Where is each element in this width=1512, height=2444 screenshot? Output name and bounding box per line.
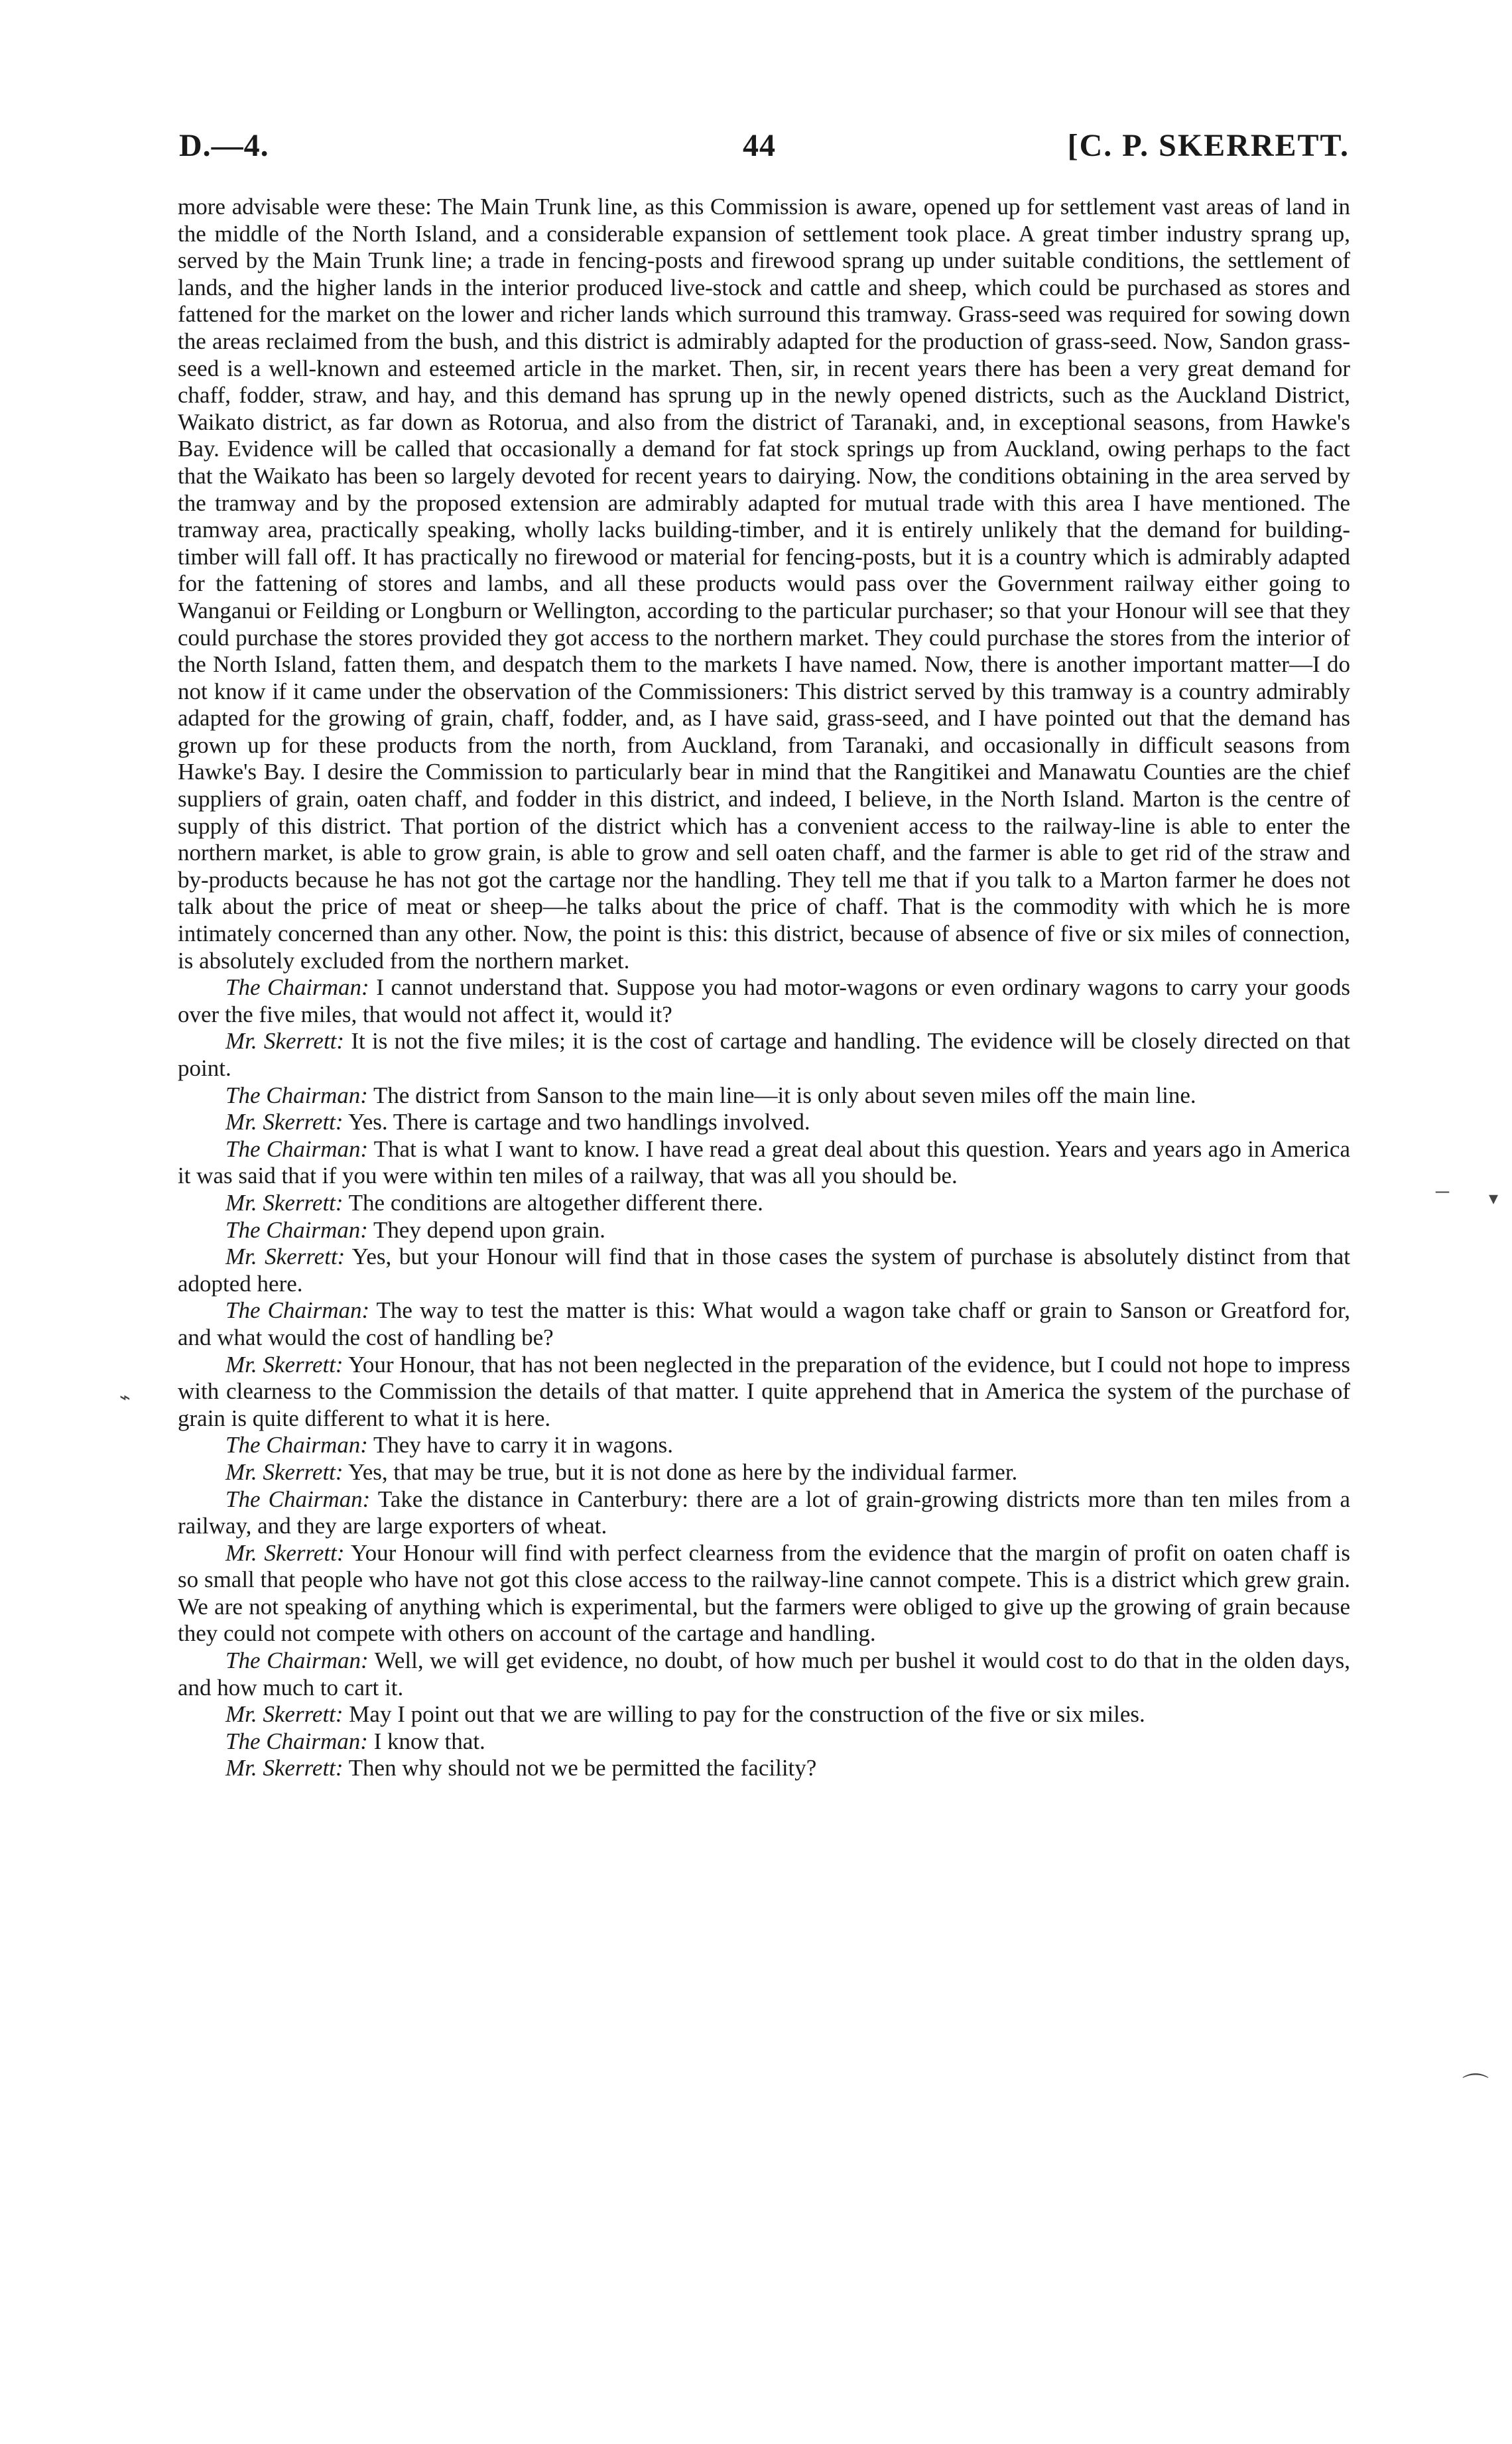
speaker-name: Mr. Skerrett: — [225, 1458, 344, 1485]
speaker-name: The Chairman: — [225, 1486, 371, 1512]
speaker-name: Mr. Skerrett: — [225, 1701, 344, 1728]
page-number: 44 — [743, 128, 776, 163]
speech-text: Your Honour will find with perfect clearness from the evidence that the margin of profit on oaten chaff is so small that people who have not got this close access to the railway-line cannot compete. This is a district which grew grain. We are not speaking of anything which is experimental, but the farmers were obliged to give up the growing of grain because they could not compete with others on account of the cartage and handling. — [178, 1539, 1351, 1647]
speaker-name: The Chairman: — [225, 1135, 369, 1162]
opening-paragraph: more advisable were these: The Main Trunk line, as this Commission is aware, opened up for settlement vast areas of land in the middle of the North Island, and a considerable expansion of settlement took place. A great timber industry sprang up, served by the Main Trunk line; a trade in fencing-posts and firewood sprang up under suitable conditions, the settlement of lands, and the higher lands in the interior produced live-stock and cattle and sheep, which could be purchased as stores and fattened for the market on the lower and richer lands which surround this tramway. Grass-seed was required for sowing down the areas reclaimed from the bush, and this district is admirably adapted for the production of grass-seed. Now, Sandon grass-seed is a well-known and esteemed article in the market. Then, sir, in recent years there has been a very great demand for chaff, fodder, straw, and hay, and this demand has sprung up in the newly opened districts, such as the Auckland District, Waikato district, as far down as Rotorua, and also from the district of Taranaki, and, in exceptional seasons, from Hawke's Bay. Evidence will be called that occasionally a demand for fat stock springs up from Auckland, owing perhaps to the fact that the Waikato has been so largely devoted for recent years to dairying. Now, the conditions obtaining in the area served by the tramway and by the proposed extension are admirably adapted for mutual trade with this area I have mentioned. The tramway area, practically speaking, wholly lacks building-timber, and it is entirely unlikely that the demand for building-timber will fall off. It has practically no firewood or material for fencing-posts, but it is a country which is admirably adapted for the fattening of stores and lambs, and all these products would pass over the Government railway either going to Wanganui or Feilding or Longburn or Wellington, according to the particular purchaser; so that your Honour will see that they could purchase the stores provided they got access to the northern market. They could purchase the stores from the interior of the North Island, fatten them, and despatch them to the markets I have named. Now, there is another important matter—I do not know if it came under the observation of the Commissioners: This district served by this tramway is a country admirably adapted for the growing of grain, chaff, fodder, and, as I have said, grass-seed, and I have pointed out that the demand has grown up for these products from the north, from Auckland, from Taranaki, and occasionally in difficult seasons from Hawke's Bay. I desire the Commission to particularly bear in mind that the Rangitikei and Manawatu Counties are the chief suppliers of grain, oaten chaff, and fodder in this district, and indeed, I believe, in the North Island. Marton is the centre of supply of this district. That portion of the district which has a convenient access to the railway-line is able to enter the northern market, is able to grow grain, is able to grow and sell oaten chaff, and the farmer is able to get rid of the straw and by-products because he has not got the cartage nor the handling. They tell me that if you talk to a Marton farmer he does not talk about the price of meat or sheep—he talks about the price of chaff. That is the commodity with which he is more intimately concerned than any other. Now, the point is this: this district, because of absence of five or six miles of connection, is absolutely excluded from the northern market. — [178, 194, 1350, 974]
document-reference: D.—4. — [179, 128, 269, 163]
dialogue-line — [178, 1217, 1350, 1244]
dialogue-line — [178, 1352, 1350, 1433]
dialogue-line — [178, 1136, 1350, 1190]
dialogue-line — [178, 1540, 1350, 1647]
speech-text: The conditions are altogether different there. — [348, 1189, 763, 1216]
speaker-name: The Chairman: — [225, 974, 369, 1001]
dialogue-line — [178, 1297, 1350, 1351]
dialogue-line — [178, 974, 1350, 1028]
dialogue-line — [178, 1728, 1350, 1756]
speech-text: Well, we will get evidence, no doubt, of how much per bushel it would cost to do that in the olden days, and how much to cart it. — [178, 1647, 1350, 1701]
dialogue-line — [178, 1190, 1350, 1217]
dialogue-line — [178, 1244, 1350, 1297]
margin-mark: ▾ — [1489, 1189, 1499, 1209]
dialogue-line — [178, 1647, 1350, 1701]
speech-text: The district from Sanson to the main line—it is only about seven miles off the main line. — [373, 1082, 1196, 1108]
dialogue-line — [178, 1082, 1350, 1110]
speaker-name: The Chairman: — [225, 1728, 368, 1754]
speech-text: Your Honour, that has not been neglected in the preparation of the evidence, but I could not hope to impress with clearness to the Commission the details of that matter. I quite apprehend that in America the system of the purchase of grain is quite different to what it is here. — [178, 1351, 1350, 1431]
speaker-name: Mr. Skerrett: — [225, 1351, 344, 1378]
dialogue-line — [178, 1486, 1350, 1540]
dialogue-list — [178, 974, 1350, 1782]
speech-text: The way to test the matter is this: What would a wagon take chaff or grain to Sanson or Greatford for, and what would the cost of handling be? — [178, 1297, 1350, 1350]
margin-mark: – — [1436, 1175, 1449, 1204]
speech-text: Then why should not we be permitted the facility? — [348, 1755, 817, 1781]
page-body — [178, 194, 1350, 1782]
speaker-name: Mr. Skerrett: — [225, 1028, 345, 1055]
speaker-name: The Chairman: — [225, 1082, 368, 1108]
margin-mark: ⌁ — [119, 1387, 131, 1408]
page-header — [179, 127, 1350, 174]
speaker-name: Mr. Skerrett: — [225, 1244, 346, 1270]
speech-text: May I point out that we are willing to pay for the construction of the five or six miles. — [349, 1701, 1145, 1728]
dialogue-line — [178, 1109, 1350, 1136]
speech-text: I know that. — [373, 1728, 485, 1754]
speaker-name: The Chairman: — [225, 1432, 368, 1458]
margin-mark: ⌒ — [1462, 2072, 1489, 2102]
dialogue-line — [178, 1432, 1350, 1459]
speech-text: That is what I want to know. I have read a great deal about this question. Years and years ago in America it was said that if you were within ten miles of a railway, that was all you should be. — [178, 1135, 1350, 1189]
speaker-name: The Chairman: — [225, 1647, 369, 1674]
speech-text: I cannot understand that. Suppose you had motor-wagons or even ordinary wagons to carry your goods over the five miles, that would not affect it, would it? — [178, 974, 1350, 1027]
speech-text: Take the distance in Canterbury: there are a lot of grain-growing districts more than ten miles from a railway, and they are large exporters of wheat. — [178, 1486, 1351, 1539]
speaker-name: Mr. Skerrett: — [225, 1755, 344, 1781]
dialogue-line — [178, 1028, 1350, 1082]
speaker-name: Mr. Skerrett: — [225, 1189, 344, 1216]
dialogue-line — [178, 1755, 1350, 1782]
dialogue-line — [178, 1701, 1350, 1728]
speaker-name: The Chairman: — [225, 1297, 370, 1324]
speech-text: Yes, but your Honour will find that in those cases the system of purchase is absolutely distinct from that adopted here. — [178, 1244, 1351, 1297]
speaker-name: Mr. Skerrett: — [225, 1109, 344, 1135]
dialogue-line — [178, 1459, 1350, 1486]
speech-text: They depend upon grain. — [373, 1216, 605, 1243]
speech-text: They have to carry it in wagons. — [373, 1432, 673, 1458]
speech-text: It is not the five miles; it is the cost of cartage and handling. The evidence will be closely directed on that point. — [178, 1028, 1351, 1081]
speech-text: Yes. There is cartage and two handlings involved. — [348, 1109, 810, 1135]
witness-name: [C. P. SKERRETT. — [1067, 128, 1350, 163]
speaker-name: Mr. Skerrett: — [225, 1539, 345, 1566]
speaker-name: The Chairman: — [225, 1216, 368, 1243]
speech-text: Yes, that may be true, but it is not done as here by the individual farmer. — [348, 1458, 1018, 1485]
